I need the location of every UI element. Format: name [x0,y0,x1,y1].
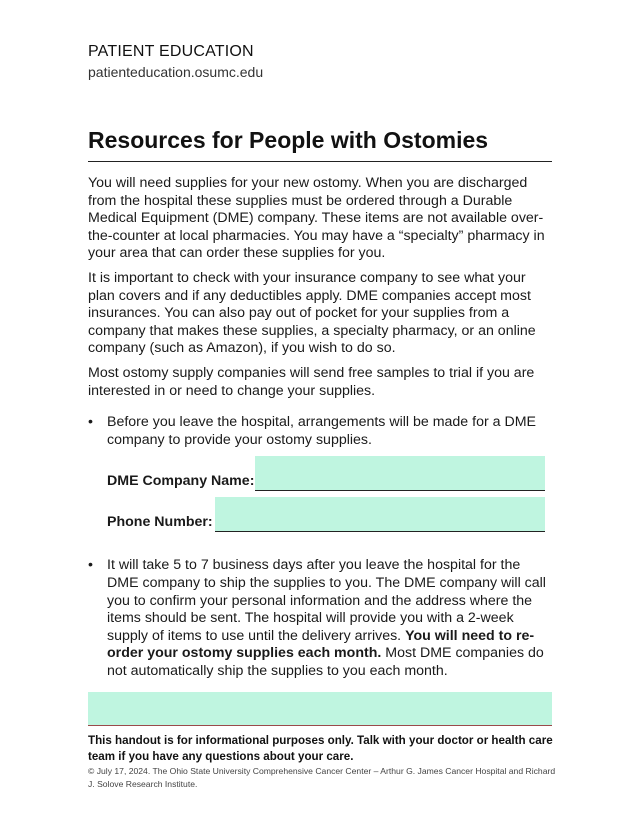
footer-disclaimer: This handout is for informational purposes only. Talk with your doctor or health care team if you have any questions about your care. [88,734,553,763]
bullet-text-b: Most DME companies do not automatically ship the supplies to you each month. [107,645,544,679]
paragraph-insurance: It is important to check with your insurance company to see what your plan covers and if any deductibles apply. DME companies accept most insurances. You can also pay out of pocket for your supplies from a company that makes these supplies, a specialty pharmacy, or an online company (such as Amazon), if you wish to do so. [88,269,536,357]
dme-company-label: DME Company Name: [107,472,255,489]
paragraph-intro: You will need supplies for your new ostomy. When you are discharged from the hospital these supplies must be ordered through a Durable Medical Equipment (DME) company. These items are not available over-the-counter at local pharmacies. You may have a “specialty” pharmacy in your area that can order these supplies for you. [88,175,545,262]
header-url[interactable]: patienteducation.osumc.edu [88,64,264,80]
phone-number-field[interactable] [215,497,545,532]
page-header [88,42,263,81]
phone-number-row [107,497,545,535]
bullet-text-a: It will take 5 to 7 business days after you leave the hospital for the DME company to ship the supplies to you. The DME company will call you to confirm your personal information and the address where the items should be sent. The hospital will provide you with a 2-week supply of items to use until the delivery arrives. [107,557,546,644]
dme-company-row [107,456,545,494]
document-body [88,175,554,680]
list-item [88,414,554,449]
phone-number-label: Phone Number: [107,513,213,530]
bullet-text: Before you leave the hospital, arrangements will be made for a DME company to provide your ostomy supplies. [107,414,536,448]
bullet-icon: • [88,557,93,574]
page-title: Resources for People with Ostomies [88,125,552,162]
dme-company-field[interactable] [255,456,545,491]
paragraph-samples: Most ostomy supply companies will send free samples to trial if you are interested in or need to change your supplies. [88,364,535,399]
bullet-text-bold: You will need to re-order your ostomy supplies each month. [107,627,535,662]
footer-notes-field[interactable] [88,692,552,726]
list-item [88,557,554,680]
header-org: PATIENT EDUCATION [88,43,254,60]
bullet-icon: • [88,414,93,431]
footer-copyright: © July 17, 2024. The Ohio State University Comprehensive Cancer Center – Arthur G. James Cancer Hospital and Richard J. Solove Research Institute. [88,766,556,789]
